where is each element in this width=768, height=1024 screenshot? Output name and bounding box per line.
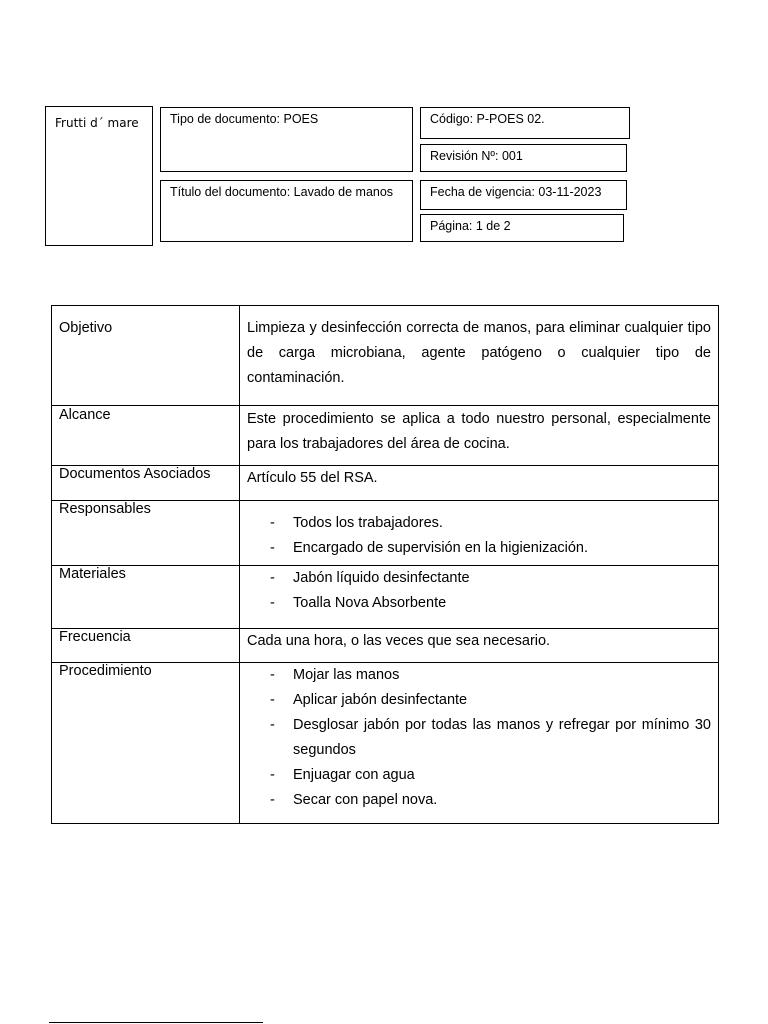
frecuencia-text: Cada una hora, o las veces que sea necesario.	[247, 633, 551, 649]
document-type: Tipo de documento: POES	[170, 112, 319, 126]
procedimiento-list	[247, 663, 711, 813]
dash-bullet: -	[270, 792, 275, 808]
row-label: Responsables	[52, 501, 240, 566]
document-title-box	[160, 180, 413, 242]
effective-date-box	[420, 180, 627, 210]
row-label: Frecuencia	[52, 629, 240, 663]
objetivo-text: Limpieza y desinfección correcta de manos, para eliminar cualquier tipo de carga microbiana, agente patógeno o cualquier tipo de contaminación.	[247, 320, 711, 386]
row-value	[240, 663, 719, 824]
page-number: Página: 1 de 2	[430, 219, 511, 233]
table-row-alcance	[52, 406, 719, 466]
dash-bullet: -	[270, 515, 275, 531]
page-number-box	[420, 214, 624, 242]
materiales-list	[247, 566, 711, 616]
dash-bullet: -	[270, 540, 275, 556]
table-row-objetivo	[52, 306, 719, 406]
row-value	[240, 501, 719, 566]
documentos-text: Artículo 55 del RSA.	[247, 470, 378, 486]
table-row-materiales	[52, 566, 719, 629]
list-item: - Enjuagar con agua	[247, 763, 711, 788]
list-item: - Todos los trabajadores.	[247, 511, 711, 536]
dash-bullet: -	[270, 692, 275, 708]
dash-bullet: -	[270, 717, 275, 733]
list-item: - Desglosar jabón por todas las manos y refregar por mínimo 30 segundos	[247, 713, 711, 763]
table-row-procedimiento	[52, 663, 719, 824]
procedure-table	[51, 305, 719, 824]
row-label: Objetivo	[52, 306, 240, 406]
company-name-box	[45, 106, 153, 246]
row-label: Alcance	[52, 406, 240, 466]
list-item: - Aplicar jabón desinfectante	[247, 688, 711, 713]
row-value	[240, 306, 719, 406]
row-value	[240, 466, 719, 501]
document-code: Código: P-POES 02.	[430, 112, 545, 126]
row-value	[240, 629, 719, 663]
document-code-box	[420, 107, 630, 139]
effective-date: Fecha de vigencia: 03-11-2023	[430, 185, 602, 199]
list-item: - Jabón líquido desinfectante	[247, 566, 711, 591]
list-item: - Toalla Nova Absorbente	[247, 591, 711, 616]
footnote-separator	[49, 1022, 263, 1023]
row-value	[240, 566, 719, 629]
row-value	[240, 406, 719, 466]
revision-box	[420, 144, 627, 172]
table-row-responsables	[52, 501, 719, 566]
row-label: Procedimiento	[52, 663, 240, 824]
company-name: Frutti d´ mare	[55, 116, 139, 130]
dash-bullet: -	[270, 595, 275, 611]
dash-bullet: -	[270, 570, 275, 586]
alcance-text: Este procedimiento se aplica a todo nuestro personal, especialmente para los trabajadores del área de cocina.	[247, 411, 711, 452]
row-label: Materiales	[52, 566, 240, 629]
document-title: Título del documento: Lavado de manos	[170, 185, 394, 199]
dash-bullet: -	[270, 767, 275, 783]
document-type-box	[160, 107, 413, 172]
dash-bullet: -	[270, 667, 275, 683]
revision-number: Revisión Nº: 001	[430, 149, 523, 163]
list-item: - Encargado de supervisión en la higienización.	[247, 536, 711, 561]
table-row-documentos	[52, 466, 719, 501]
responsables-list	[247, 511, 711, 561]
list-item: - Mojar las manos	[247, 663, 711, 688]
row-label: Documentos Asociados	[52, 466, 240, 501]
list-item: - Secar con papel nova.	[247, 788, 711, 813]
table-row-frecuencia	[52, 629, 719, 663]
